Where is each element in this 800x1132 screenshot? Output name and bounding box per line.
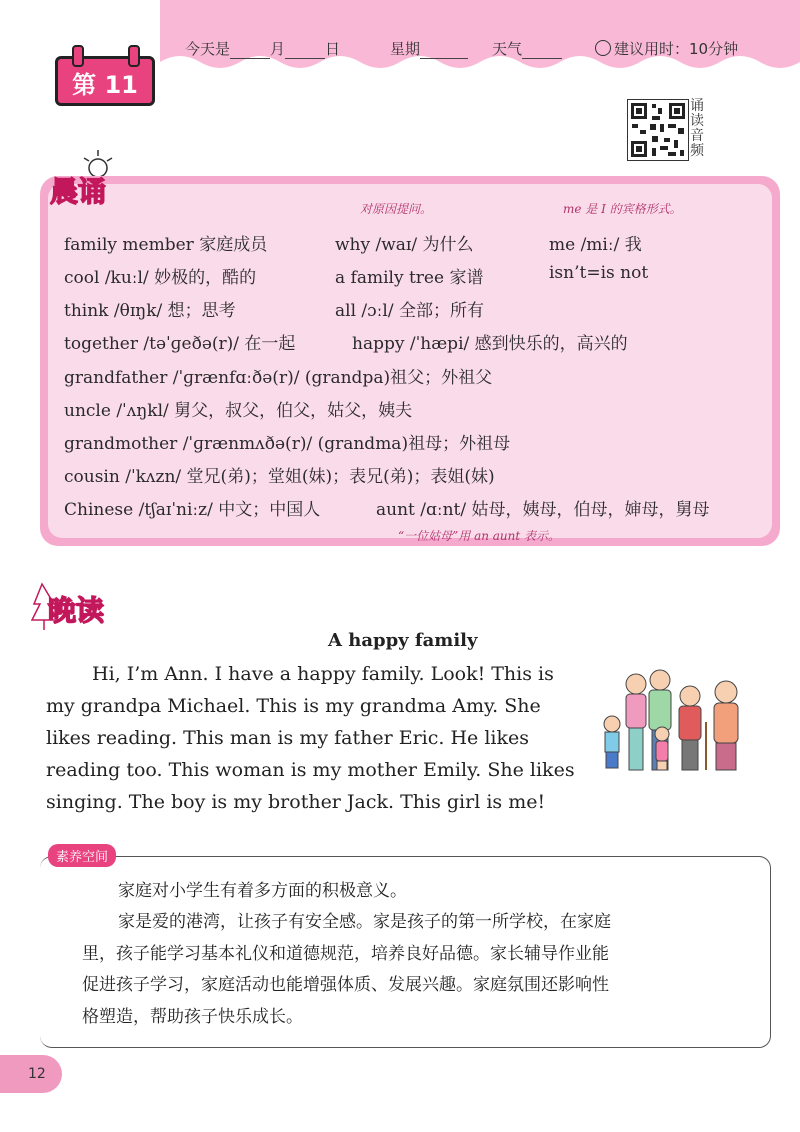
vocab-item: together /təˈɡeðə(r)/ 在一起 [64, 334, 296, 354]
evening-title: 晚读 [48, 594, 105, 627]
vocab-item: family member 家庭成员 [64, 235, 268, 255]
qr-code-icon[interactable] [627, 99, 689, 161]
vocab-item: why /waɪ/ 为什么 [335, 235, 474, 255]
vocab-item: grandfather /ˈɡrænfɑːðə(r)/ (grandpa)祖父；外祖父 [64, 368, 493, 388]
literacy-line: 家庭对小学生有着多方面的积极意义。 [118, 881, 407, 901]
story-line: reading too. This woman is my mother Emily. She likes [46, 759, 575, 781]
vocab-item: cool /kuːl/ 妙极的，酷的 [64, 268, 257, 288]
literacy-line: 家是爱的港湾，让孩子有安全感。家是孩子的第一所学校，在家庭 [118, 912, 611, 932]
literacy-line: 里，孩子能学习基本礼仪和道德规范，培养良好品德。家长辅导作业能 [82, 944, 609, 964]
clock-icon [595, 40, 611, 56]
vocab-item: happy /ˈhæpi/ 感到快乐的，高兴的 [352, 334, 628, 354]
suggested-time: 建议用时：10分钟 [595, 38, 738, 59]
literacy-line: 促进孩子学习，家庭活动也能增强体质、发展兴趣。家庭氛围还影响性 [82, 975, 609, 995]
vocab-item: isn’t=is not [549, 263, 649, 283]
audio-label: 诵读音频 [690, 98, 704, 159]
weather-field: 天气 [492, 38, 562, 59]
story-line: singing. The boy is my brother Jack. This girl is me! [46, 791, 546, 813]
story-line: my grandpa Michael. This is my grandma Amy. She [46, 695, 541, 717]
note-why: 对原因提问。 [360, 202, 433, 216]
note-me: me 是 I 的宾格形式。 [563, 202, 682, 216]
vocab-item: think /θɪŋk/ 想；思考 [64, 301, 236, 321]
date-fields: 今天是 月 日 [185, 40, 341, 58]
story-line: Hi, I’m Ann. I have a happy family. Look! This is [92, 663, 554, 685]
family-illustration [596, 662, 756, 777]
vocab-item: me /miː/ 我 [549, 235, 642, 255]
vocab-item: cousin /ˈkʌzn/ 堂兄(弟)；堂姐(妹)；表兄(弟)；表姐(妹) [64, 467, 495, 487]
weekday-field: 星期 [390, 38, 468, 59]
vocab-item: uncle /ˈʌŋkl/ 舅父，叔父，伯父，姑父，姨夫 [64, 401, 413, 421]
literacy-tag: 素养空间 [48, 844, 116, 867]
vocab-item: Chinese /tʃaɪˈniːz/ 中文；中国人 [64, 500, 321, 520]
literacy-line: 格塑造，帮助孩子快乐成长。 [82, 1007, 303, 1027]
page-number: 12 [28, 1066, 46, 1082]
note-aunt: “一位姑母”用 an aunt 表示。 [398, 529, 561, 543]
story-title: A happy family [328, 630, 478, 651]
vocab-item: aunt /ɑːnt/ 姑母，姨母，伯母，婶母，舅母 [376, 500, 710, 520]
day-badge: 第 11 天 [55, 56, 155, 106]
vocab-item: all /ɔːl/ 全部；所有 [335, 301, 484, 321]
vocab-item: a family tree 家谱 [335, 268, 484, 288]
morning-title: 晨诵 [50, 175, 107, 208]
vocab-item: grandmother /ˈɡrænmʌðə(r)/ (grandma)祖母；外祖母 [64, 434, 511, 454]
story-line: likes reading. This man is my father Eric. He likes [46, 727, 529, 749]
